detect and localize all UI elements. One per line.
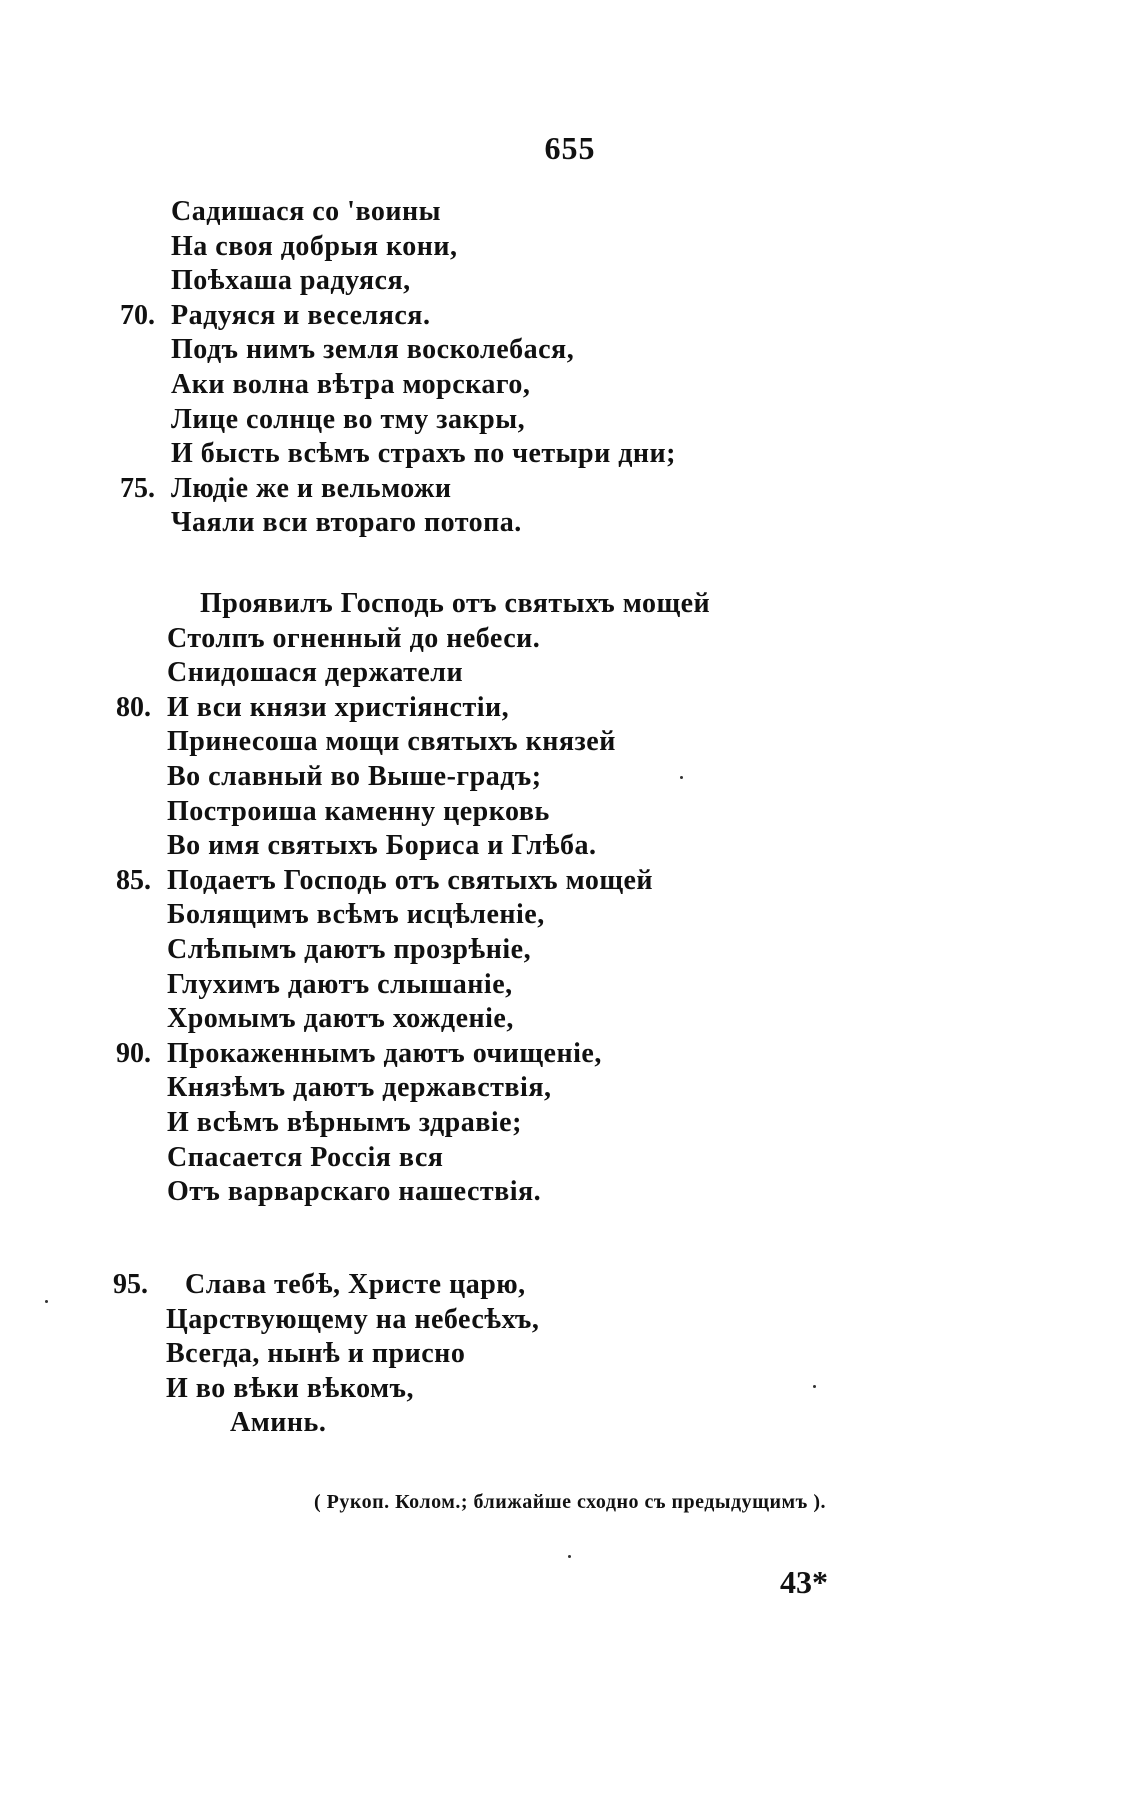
line-number: 90.: [116, 1038, 151, 1069]
verse-line: Построиша каменну церковь: [167, 796, 550, 827]
verse-line: Слѣпымъ даютъ прозрѣніе,: [167, 934, 532, 965]
verse-line: Во имя святыхъ Бориса и Глѣба.: [167, 830, 597, 861]
scan-speck: [680, 776, 683, 779]
verse-line: Спасается Россія вся: [167, 1142, 444, 1173]
page-number: 655: [544, 130, 596, 166]
verse-line: Хромымъ даютъ хожденіе,: [167, 1003, 514, 1034]
verse-line: Подъ нимъ земля восколебася,: [171, 334, 575, 365]
verse-line: Поѣхаша радуяся,: [171, 265, 411, 296]
line-number: 75.: [120, 473, 155, 504]
source-note: ( Рукоп. Колом.; ближайше сходно съ предыдущимъ ).: [314, 1491, 826, 1513]
verse-line: И вси князи христіянстіи,: [167, 692, 510, 723]
signature-mark: 43*: [780, 1564, 828, 1600]
line-number: 70.: [120, 300, 155, 331]
verse-line: Аминь.: [230, 1407, 327, 1438]
line-number: 80.: [116, 692, 151, 723]
verse-line: Проявилъ Господь отъ святыхъ мощей: [200, 588, 711, 619]
verse-line: Чаяли вси втораго потопа.: [171, 507, 522, 538]
verse-line: Радуяся и веселяся.: [171, 300, 431, 331]
verse-line: Царствующему на небесѣхъ,: [166, 1304, 540, 1335]
verse-line: И бысть всѣмъ страхъ по четыри дни;: [171, 438, 676, 469]
verse-line: Слава тебѣ, Христе царю,: [185, 1269, 526, 1300]
verse-line: Отъ варварскаго нашествія.: [167, 1176, 542, 1207]
verse-line: Садишася со 'воины: [171, 196, 441, 227]
verse-line: На своя добрыя кони,: [171, 231, 458, 262]
verse-line: Принесоша мощи святыхъ князей: [167, 726, 616, 757]
verse-line: И во вѣки вѣкомъ,: [166, 1373, 414, 1404]
verse-line: Подаетъ Господь отъ святыхъ мощей: [167, 865, 654, 896]
verse-line: Во славный во Выше-градъ;: [167, 761, 542, 792]
scan-speck: [568, 1555, 571, 1558]
verse-line: Прокаженнымъ даютъ очищеніе,: [167, 1038, 602, 1069]
verse-line: Всегда, нынѣ и присно: [166, 1338, 466, 1369]
verse-line: Лице солнце во тму закры,: [171, 404, 526, 435]
line-number: 85.: [116, 865, 151, 896]
scan-speck: [45, 1300, 48, 1303]
verse-line: Аки волна вѣтра морскаго,: [171, 369, 531, 400]
verse-line: Болящимъ всѣмъ исцѣленіе,: [167, 899, 545, 930]
verse-line: Столпъ огненный до небеси.: [167, 623, 541, 654]
verse-line: И всѣмъ вѣрнымъ здравіе;: [167, 1107, 522, 1138]
line-number: 95.: [113, 1269, 148, 1300]
verse-line: Снидошася держатели: [167, 657, 464, 688]
verse-line: Людіе же и вельможи: [171, 473, 452, 504]
scan-speck: [813, 1385, 816, 1388]
verse-line: Князѣмъ даютъ державствія,: [167, 1072, 552, 1103]
verse-line: Глухимъ даютъ слышаніе,: [167, 969, 513, 1000]
